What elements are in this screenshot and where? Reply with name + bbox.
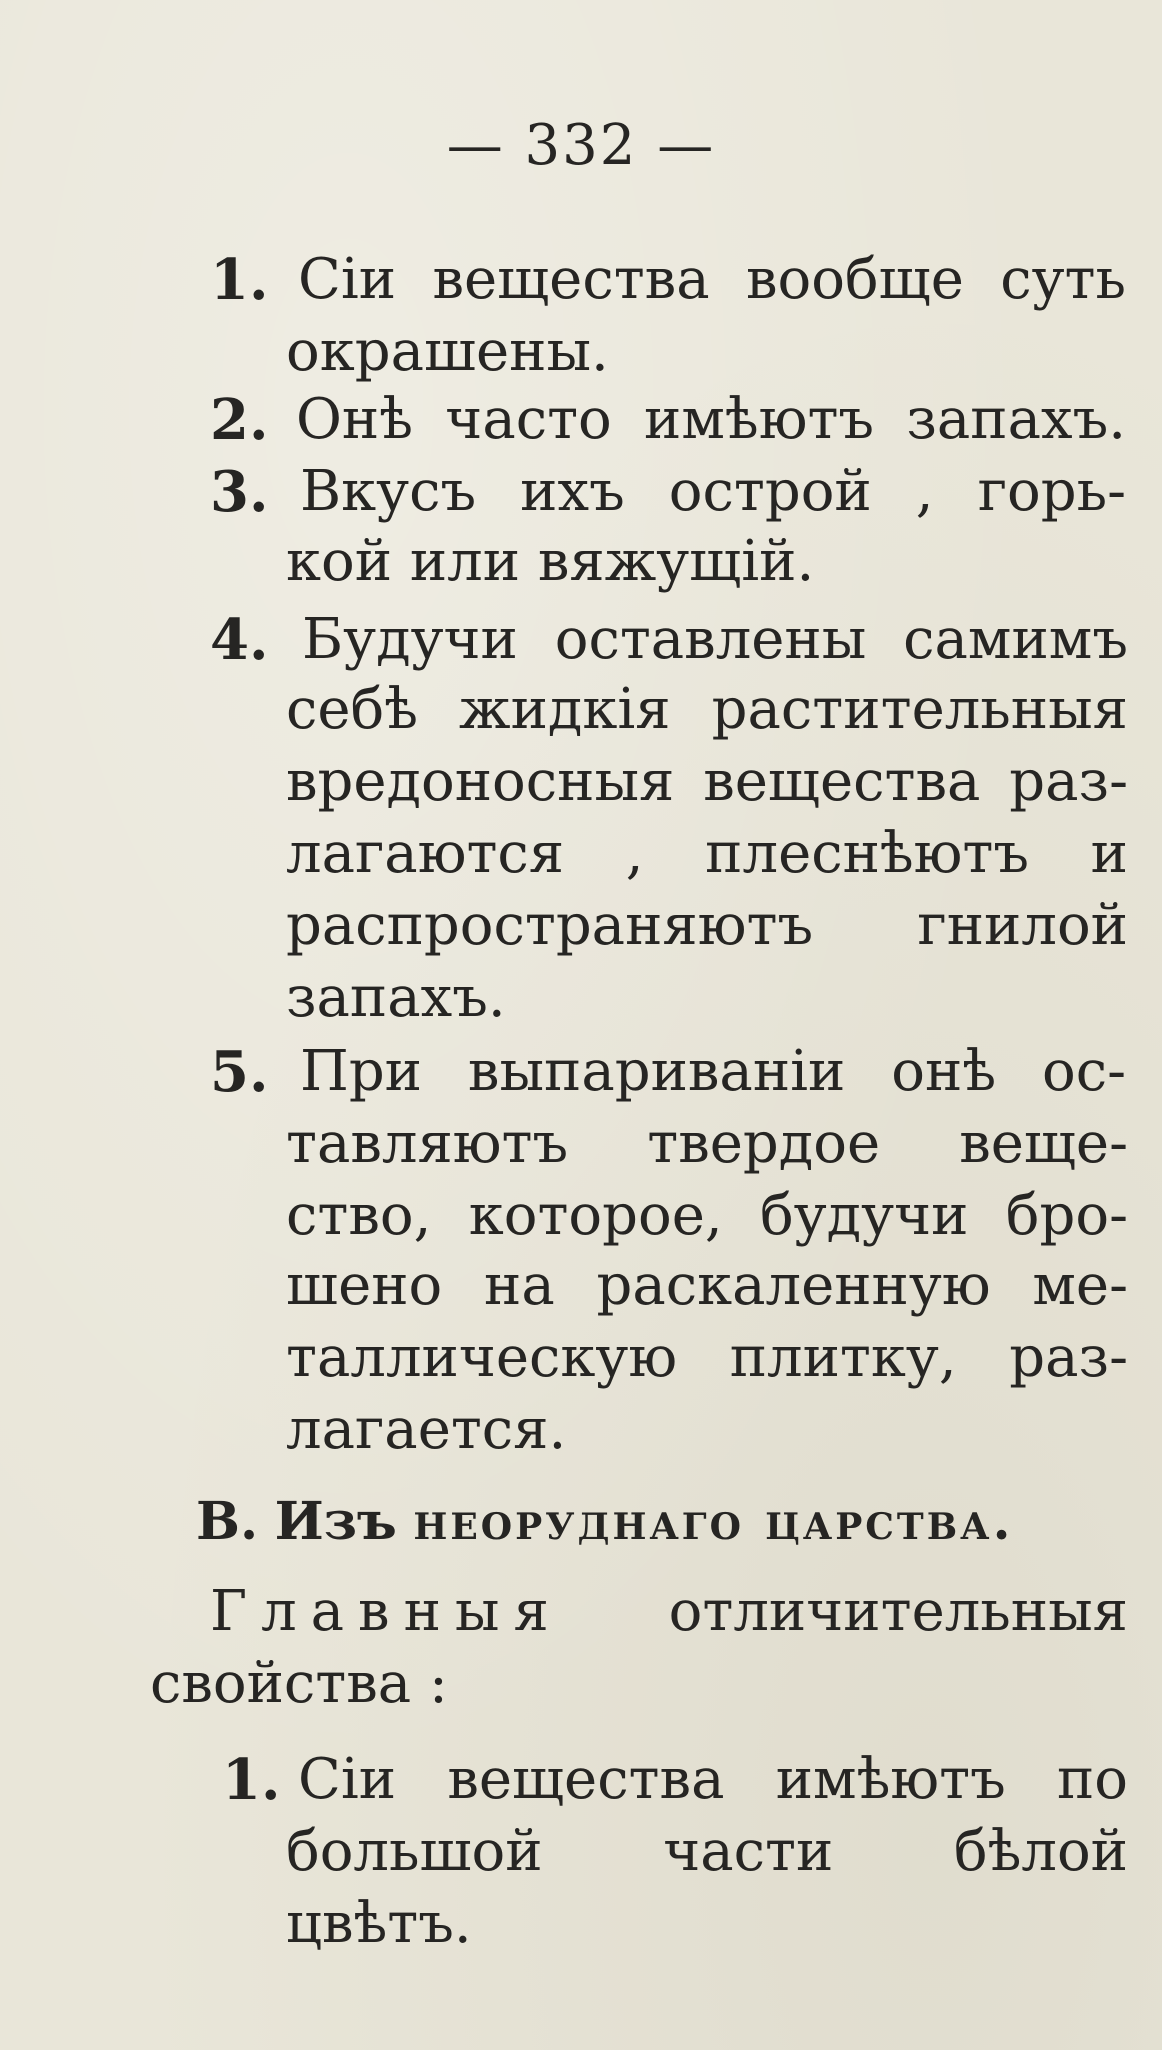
list-item-line: лагаются , плеснѣютъ и: [286, 821, 1128, 886]
list-item-number: 4.: [210, 607, 269, 673]
list-item-line: Будучи оставлены самимъ: [302, 607, 1128, 672]
list-item-number: 2.: [210, 387, 269, 453]
page-number: — 332 —: [446, 113, 716, 178]
intro-spaced-word: Главныя: [210, 1579, 563, 1644]
list-item-line: Онѣ часто имѣютъ запахъ.: [296, 387, 1126, 452]
list-item-number: 3.: [210, 459, 269, 525]
section-letter: В.: [196, 1491, 259, 1552]
list-item-line: Сіи вещества вообще суть: [298, 247, 1126, 312]
intro-line: свойства :: [150, 1651, 448, 1716]
list-item-line: Вкусъ ихъ острой , горь-: [300, 459, 1126, 524]
list-item-line: окрашены.: [286, 319, 609, 384]
list-item-line: распространяютъ гнилой: [286, 893, 1128, 958]
list-item-number: 1.: [210, 247, 269, 313]
list-item-line: лагается.: [286, 1397, 567, 1462]
list-item-line: большой части бѣлой: [286, 1819, 1128, 1884]
list-item-line: запахъ.: [286, 965, 506, 1030]
list-item-line: Сіи вещества имѣютъ по: [298, 1747, 1128, 1812]
list-item-number: 1.: [222, 1747, 281, 1813]
section-heading: [196, 1486, 1014, 1558]
list-item-line: тавляютъ твердое веще-: [286, 1111, 1128, 1176]
list-item-line: вредоносныя вещества раз-: [286, 749, 1128, 814]
list-item-number: 5.: [210, 1039, 269, 1105]
list-item-line: При выпариваніи онѣ ос-: [300, 1039, 1126, 1104]
list-item-line: цвѣтъ.: [286, 1891, 472, 1956]
list-item-line: себѣ жидкія растительныя: [286, 677, 1128, 742]
section-caps: неоруднаго царства.: [413, 1491, 1014, 1552]
section-word: Изъ: [274, 1491, 397, 1552]
list-item-line: шено на раскаленную ме-: [286, 1253, 1128, 1318]
intro-rest: отличительныя: [668, 1579, 1128, 1644]
intro-line: [210, 1576, 1128, 1648]
list-item-line: таллическую плитку, раз-: [286, 1325, 1128, 1390]
list-item-line: кой или вяжущій.: [286, 529, 815, 594]
list-item-line: ство, которое, будучи бро-: [286, 1183, 1128, 1248]
